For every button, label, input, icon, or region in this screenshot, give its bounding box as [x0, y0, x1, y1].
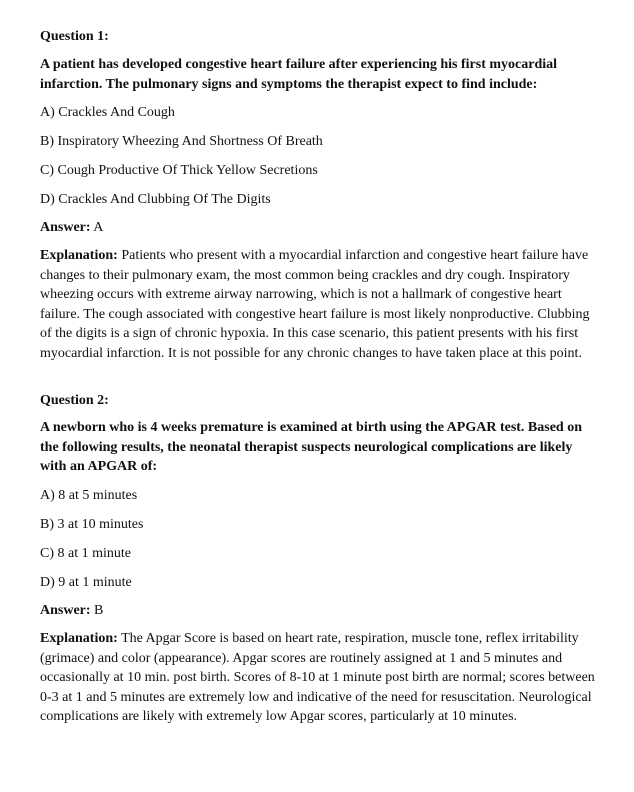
question-1-stem: A patient has developed congestive heart failure after experiencing his first myocardial infarction. The pulmonary signs and symptoms the therapist expect to find include: [40, 57, 558, 92]
question-1-answer [40, 218, 602, 237]
question-1-label: Question 1: [40, 29, 109, 44]
question-2-stem: A newborn who is 4 weeks premature is examined at birth using the APGAR test. Based on the following results, the neonatal therapist suspects neurological complications are likely with an APGAR of: [40, 420, 583, 474]
question-2-label: Question 2: [40, 393, 109, 408]
question-2-option-b: B) 3 at 10 minutes [40, 517, 144, 532]
answer-label: Answer: [40, 220, 91, 235]
question-2-option-c: C) 8 at 1 minute [40, 546, 131, 561]
question-2-option-a: A) 8 at 5 minutes [40, 488, 138, 503]
question-1-option-b: B) Inspiratory Wheezing And Shortness Of Breath [40, 134, 323, 149]
explanation-label: Explanation: [40, 248, 118, 263]
question-2-answer [40, 601, 602, 620]
answer-value: B [94, 603, 104, 618]
answer-value: A [93, 220, 104, 235]
question-2-option-d: D) 9 at 1 minute [40, 575, 132, 590]
answer-label: Answer: [40, 603, 91, 618]
explanation-label: Explanation: [40, 631, 118, 646]
question-1-option-d: D) Crackles And Clubbing Of The Digits [40, 192, 271, 207]
question-2-explanation [40, 629, 602, 727]
explanation-text: Patients who present with a myocardial infarction and congestive heart failure have changes to their pulmonary exam, the most common being crackles and dry cough. Inspiratory wheezing occurs with extreme airway narrowing, which is not a hallmark of congestive heart failure. The cough associated with congestive heart failure is most likely nonproductive. Clubbing of the digits is a sign of chronic hypoxia. In this case scenario, this patient presents with his first myocardial infarction. It is not possible for any chronic changes to have taken place at this point. [40, 248, 590, 361]
question-1-explanation [40, 246, 602, 364]
question-1-option-c: C) Cough Productive Of Thick Yellow Secretions [40, 163, 318, 178]
explanation-text: The Apgar Score is based on heart rate, respiration, muscle tone, reflex irritability (grimace) and color (appearance). Apgar scores are routinely assigned at 1 and 5 minutes and occasionally at 10 min. post birth. Scores of 8-10 at 1 minute post birth are normal; scores between 0-3 at 1 and 5 minutes are extremely low and indicative of the need for resuscitation. Neurological complications are likely with extremely low Apgar scores, particularly at 10 minutes. [40, 631, 595, 725]
question-1-option-a: A) Crackles And Cough [40, 105, 175, 120]
